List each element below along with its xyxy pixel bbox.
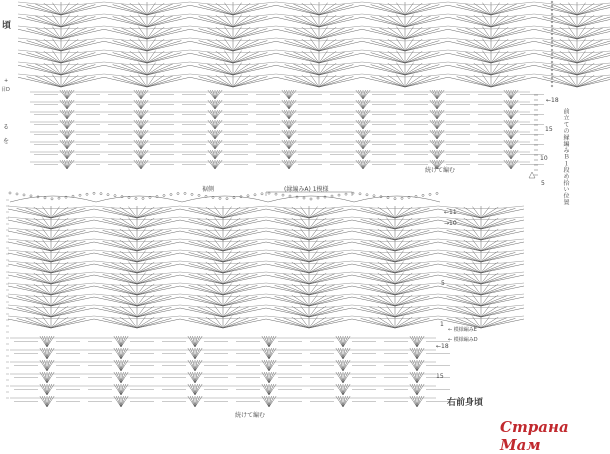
pattern-repeat-label: (縁編みA) 1模様 (284, 186, 329, 193)
top-continue-label: 続けて編む (425, 167, 456, 174)
stitch-strokes (6, 1, 610, 407)
side-pickup-note: 前立ての縁編みＢ１段め拾い位置 (562, 108, 569, 206)
watermark-logo: Страна Мам (500, 418, 569, 454)
bottom-row-10: →10 (444, 220, 457, 227)
bottom-row-15: 15 (436, 373, 444, 380)
bottom-row-5: 5 (441, 280, 445, 287)
bottom-row-18: ←18 (436, 343, 449, 350)
top-row-5: 5 (541, 180, 545, 187)
top-left-note-1: + (4, 78, 9, 84)
top-back-piece-label: 頃 (2, 21, 12, 31)
pattern-e-label: ← 模様編みE (448, 327, 477, 333)
bottom-row-11: ←11 (444, 209, 457, 216)
hem-side-label: 裾側 (202, 186, 215, 193)
top-left-note-2: 目D (1, 87, 10, 93)
right-front-label: 右前身頃 (447, 398, 484, 408)
bottom-row-1: 1 (440, 321, 444, 328)
top-row-15: 15 (545, 126, 553, 133)
top-row-18: ←18 (546, 97, 559, 104)
top-left-note-3: る (3, 124, 10, 131)
top-left-note-4: を (3, 138, 10, 145)
pattern-d-label: ← 模様編みD (448, 337, 478, 343)
top-row-10: 10 (540, 155, 548, 162)
bottom-continue-label: 続けて編む (235, 412, 266, 419)
